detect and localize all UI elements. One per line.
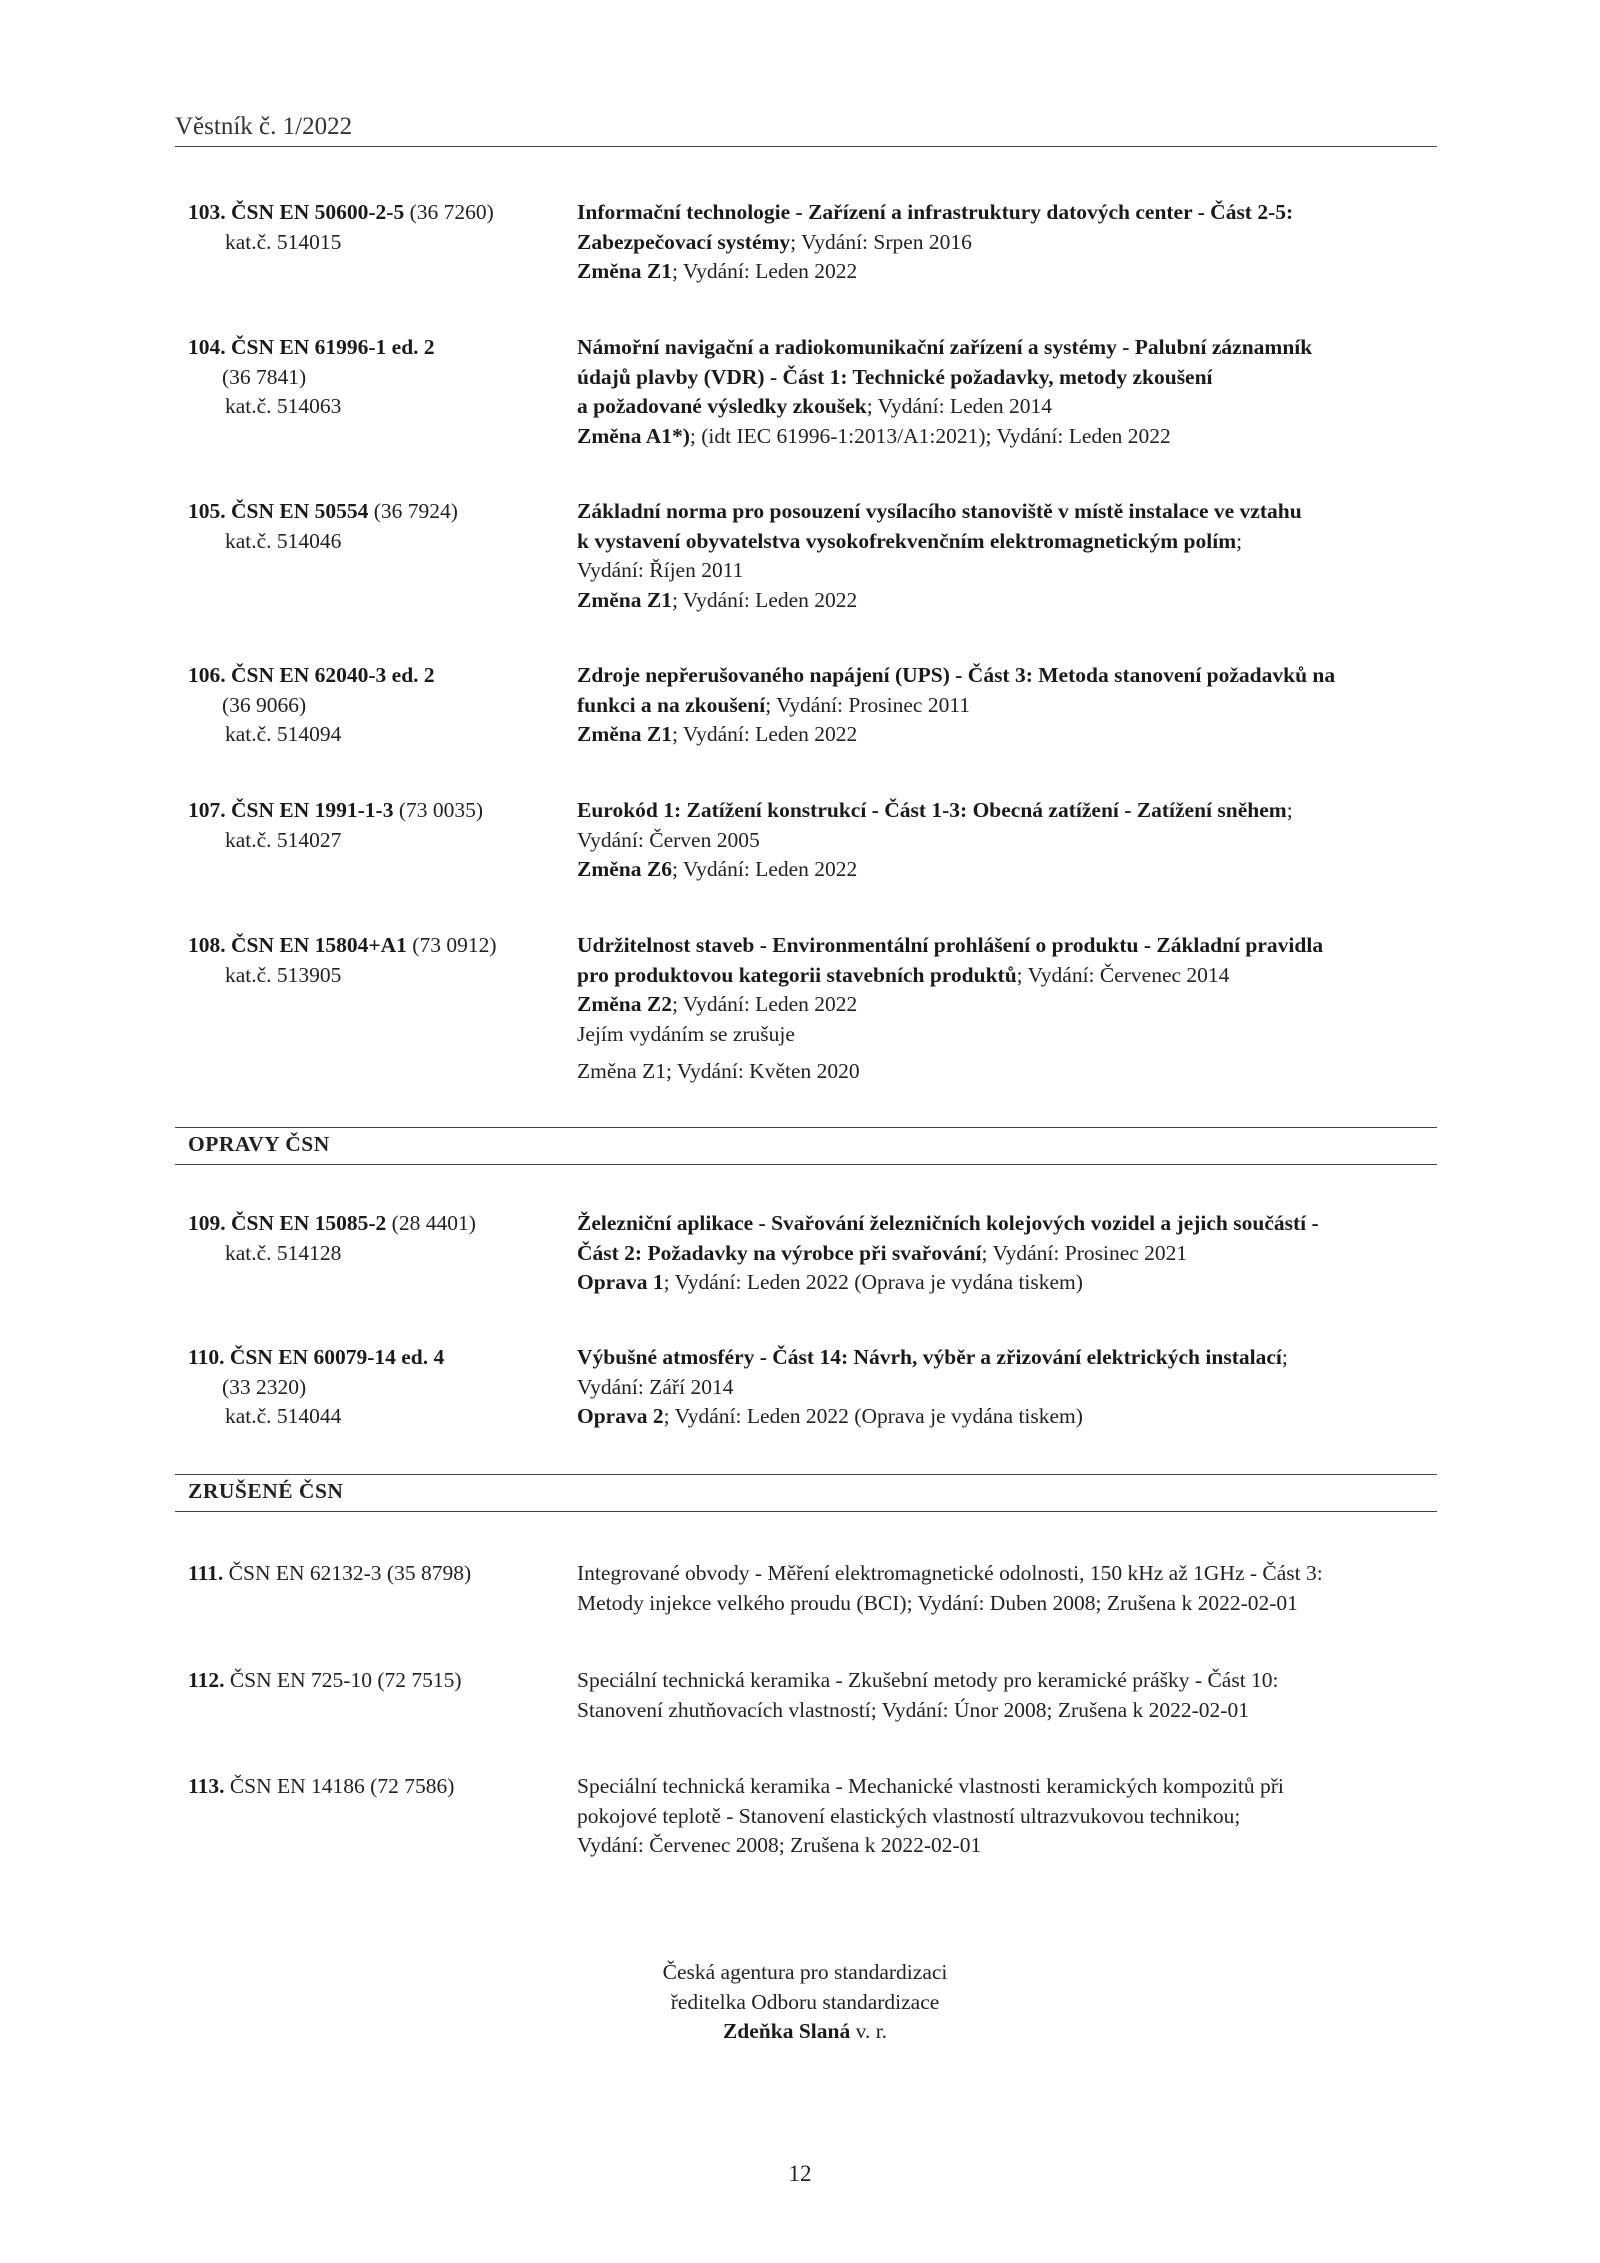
section-cancelled <box>175 1474 1437 1512</box>
signature-role: ředitelka Odboru standardizace <box>670 1989 940 2014</box>
signature-block <box>0 1958 1600 2047</box>
standard-id: 103. ČSN EN 50600-2-5 (36 7260) kat.č. 514015 <box>188 200 494 254</box>
standard-id: 110. ČSN EN 60079-14 ed. 4 (33 2320) kat.č. 514044 <box>188 1345 445 1428</box>
standard-id: 111. ČSN EN 62132-3 (35 8798) <box>188 1561 472 1585</box>
standard-id: 105. ČSN EN 50554 (36 7924) kat.č. 514046 <box>188 499 458 553</box>
standard-description: Námořní navigační a radiokomunikační zařízení a systémy - Palubní záznamník údajů plavby (VDR) - Část 1: Technické požadavky, metody zkoušení a požadované výsledky zkoušek; Vydání: Leden 2014 Změna A1*); (idt IEC 61996-1:2013/A1:2021); Vydání: Leden 2022 <box>577 335 1313 448</box>
section-title: ZRUŠENÉ ČSN <box>188 1479 344 1503</box>
standard-description: Speciální technická keramika - Zkušební metody pro keramické prášky - Část 10: Stanovení zhutňovacích vlastností; Vydání: Únor 2008; Zrušena k 2022-02-01 <box>577 1668 1279 1722</box>
section-corrections <box>175 1127 1437 1165</box>
standard-id: 104. ČSN EN 61996-1 ed. 2 (36 7841) kat.č. 514063 <box>188 335 435 418</box>
signature-org: Česká agentura pro standardizaci <box>662 1960 948 1984</box>
standard-id: 107. ČSN EN 1991-1-3 (73 0035) kat.č. 514027 <box>188 798 484 852</box>
standard-description: Integrované obvody - Měření elektromagnetické odolnosti, 150 kHz až 1GHz - Část 3: Metody injekce velkého proudu (BCI); Vydání: Duben 2008; Zrušena k 2022-02-01 <box>577 1561 1323 1615</box>
standard-id: 112. ČSN EN 725-10 (72 7515) <box>188 1668 462 1692</box>
standard-id: 108. ČSN EN 15804+A1 (73 0912) kat.č. 513905 <box>188 933 497 987</box>
standard-description: Udržitelnost staveb - Environmentální prohlášení o produktu - Základní pravidla pro produktovou kategorii stavebních produktů; Vydání: Červenec 2014 Změna Z2; Vydání: Leden 2022 Jejím vydáním se zrušuje Změna Z1; Vydání: Květen 2020 <box>577 933 1324 1083</box>
standard-id: 109. ČSN EN 15085-2 (28 4401) kat.č. 514128 <box>188 1211 476 1265</box>
journal-title: Věstník č. 1/2022 <box>175 112 1437 147</box>
signature-name: Zdeňka Slaná v. r. <box>722 2019 888 2043</box>
standard-description: Výbušné atmosféry - Část 14: Návrh, výběr a zřizování elektrických instalací; Vydání: Září 2014 Oprava 2; Vydání: Leden 2022 (Oprava je vydána tiskem) <box>577 1345 1288 1428</box>
page-header <box>175 112 1437 147</box>
standard-id: 113. ČSN EN 14186 (72 7586) <box>188 1774 455 1798</box>
standard-description: Základní norma pro posouzení vysílacího stanoviště v místě instalace ve vztahu k vystavení obyvatelstva vysokofrekvenčním elektromagnetickým polím; Vydání: Říjen 2011 Změna Z1; Vydání: Leden 2022 <box>577 499 1302 612</box>
standard-description: Železniční aplikace - Svařování železničních kolejových vozidel a jejich součástí - Část 2: Požadavky na výrobce při svařování; Vydání: Prosinec 2021 Oprava 1; Vydání: Leden 2022 (Oprava je vydána tiskem) <box>577 1211 1319 1294</box>
standard-id: 106. ČSN EN 62040-3 ed. 2 (36 9066) kat.č. 514094 <box>188 663 435 746</box>
standard-description: Speciální technická keramika - Mechanické vlastnosti keramických kompozitů při pokojové teplotě - Stanovení elastických vlastností ultrazvukovou technikou; Vydání: Červenec 2008; Zrušena k 2022-02-01 <box>577 1774 1284 1857</box>
standard-description: Zdroje nepřerušovaného napájení (UPS) - Část 3: Metoda stanovení požadavků na funkci a na zkoušení; Vydání: Prosinec 2011 Změna Z1; Vydání: Leden 2022 <box>577 663 1336 746</box>
section-title: OPRAVY ČSN <box>188 1132 330 1156</box>
standard-description: Informační technologie - Zařízení a infrastruktury datových center - Část 2-5: Zabezpečovací systémy; Vydání: Srpen 2016 Změna Z1; Vydání: Leden 2022 <box>577 200 1294 283</box>
page-number: 12 <box>788 2161 812 2186</box>
standard-description: Eurokód 1: Zatížení konstrukcí - Část 1-3: Obecná zatížení - Zatížení sněhem; Vydání: Červen 2005 Změna Z6; Vydání: Leden 2022 <box>577 798 1293 881</box>
